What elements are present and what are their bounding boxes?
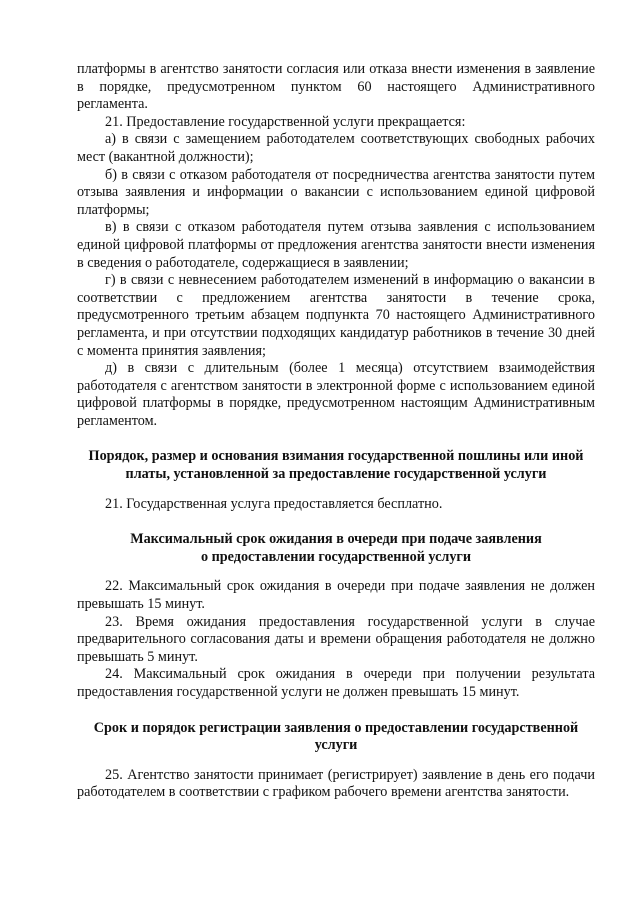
paragraph-fee: 21. Государственная услуга предоставляется бесплатно. [105, 495, 443, 512]
heading-queue [77, 531, 595, 566]
paragraph-24: 24. Максимальный срок ожидания в очереди при получении результата предоставления государственной услуги не должен превышать 15 минут. [77, 666, 595, 700]
paragraph-continuation: платформы в агентство занятости согласия или отказа внести изменения в заявление в порядке, предусмотренном пунктом 60 настоящего Административного регламента. [77, 61, 595, 113]
heading-registration: Срок и порядок регистрации заявления о предоставлении государственной услуги [93, 719, 579, 754]
paragraph-21-intro: 21. Предоставление государственной услуги прекращается: [105, 113, 466, 130]
paragraph-21-v: в) в связи с отказом работодателя путем отзыва заявления с использованием единой цифровой платформы от предложения агентства занятости внести изменения в сведения о работодателе, содержащиеся в заявлении; [77, 219, 595, 271]
paragraph-21-g: г) в связи с невнесением работодателем изменений в информацию о вакансии в соответствии с предложением агентства занятости в течение срока, предусмотренного третьим абзацем подпункта 70 настоящего Административного регламента, и при отсутствии подходящих кандидатур работников в течение 30 дней с момента принятия заявления; [77, 272, 595, 359]
paragraph-21-b: б) в связи с отказом работодателя от посредничества агентства занятости путем отзыва заявления и информации о вакансии с использованием единой цифровой платформы; [77, 166, 595, 218]
paragraph-22: 22. Максимальный срок ожидания в очереди при подаче заявления не должен превышать 15 минут. [77, 578, 595, 613]
document-page [77, 61, 595, 802]
paragraph-23: 23. Время ожидания предоставления государственной услуги в случае предварительного согласования даты и времени обращения работодателя не должно превышать 5 минут. [77, 613, 595, 665]
paragraph-25: 25. Агентство занятости принимает (регистрирует) заявление в день его подачи работодателем в соответствии с графиком рабочего времени агентства занятости. [77, 766, 595, 801]
heading-queue-line2: о предоставлении государственной услуги [200, 548, 472, 565]
heading-fee: Порядок, размер и основания взимания государственной пошлины или иной платы, установленной за предоставление государственной услуги [88, 448, 584, 483]
heading-queue-line1: Максимальный срок ожидания в очереди при подаче заявления [130, 531, 542, 548]
paragraph-21-d: д) в связи с длительным (более 1 месяца) отсутствием взаимодействия работодателя с агентством занятости в электронной форме с использованием единой цифровой платформы в порядке, предусмотренном настоящим Административным регламентом. [77, 360, 595, 429]
paragraph-21-a: а) в связи с замещением работодателем соответствующих свободных рабочих мест (вакантной должности); [77, 131, 595, 165]
